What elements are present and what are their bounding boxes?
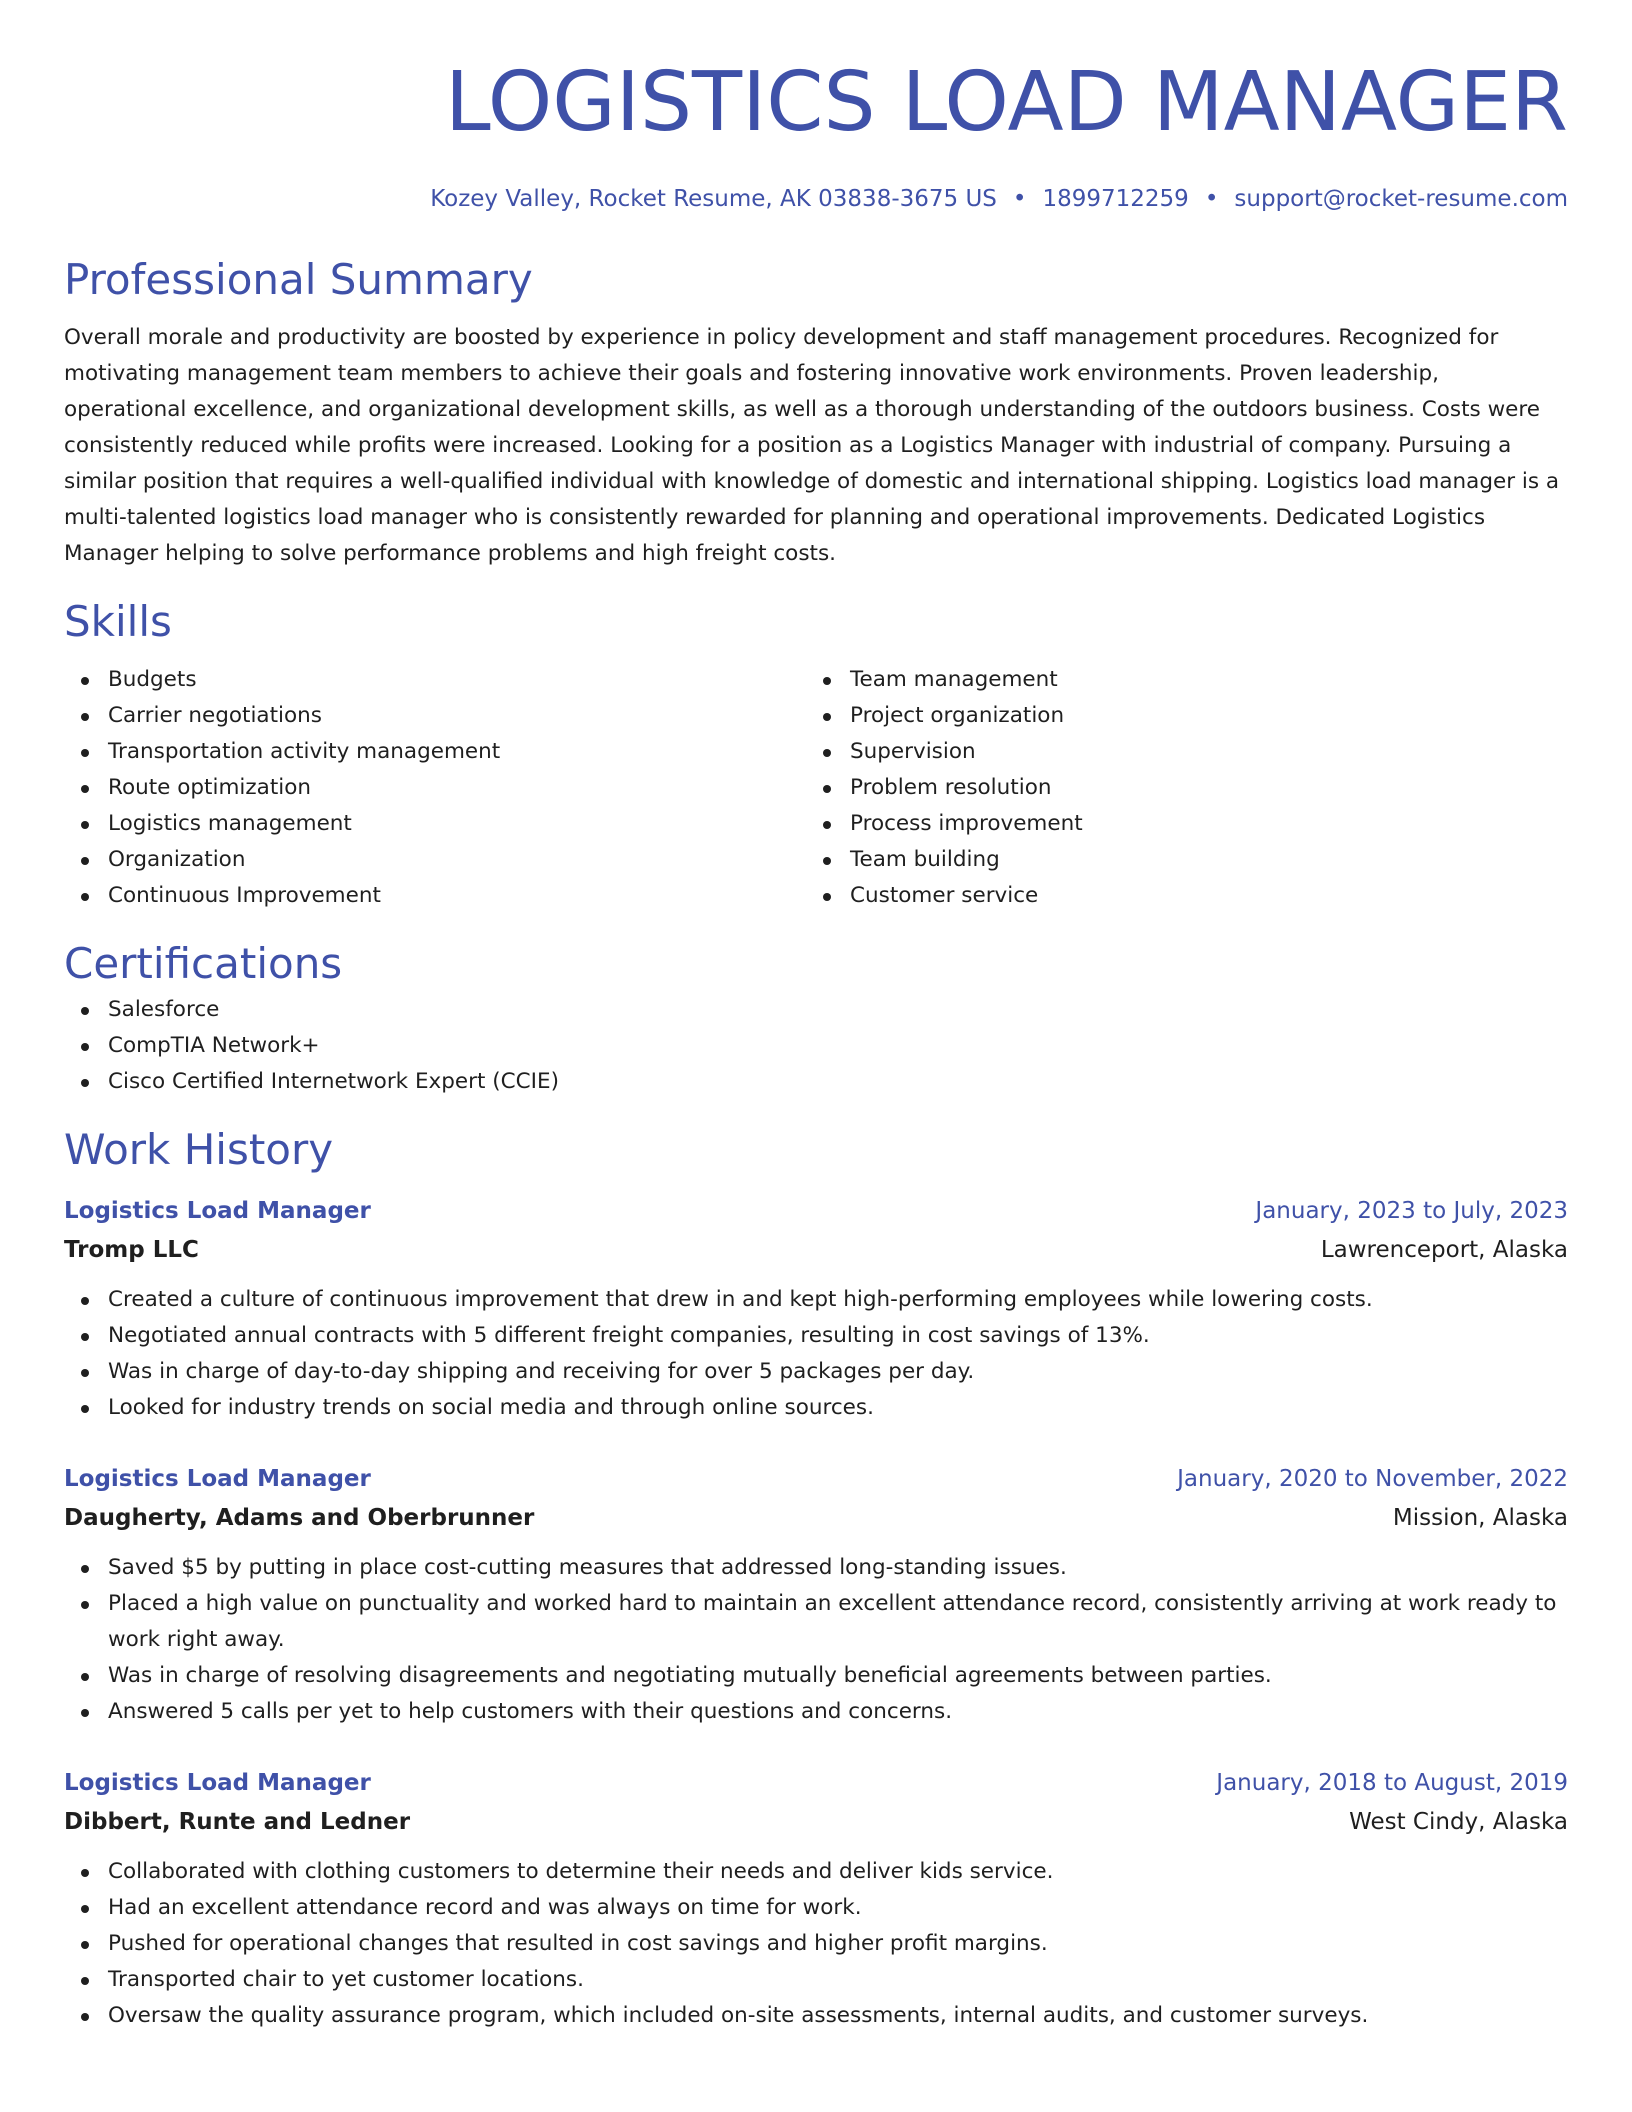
contact-address: Kozey Valley, Rocket Resume, AK 03838-3675 US — [430, 186, 997, 212]
job-title-row — [64, 1764, 1568, 1802]
job-company: Daugherty, Adams and Oberbrunner — [64, 1505, 535, 1531]
job-company: Dibbert, Runte and Ledner — [64, 1809, 411, 1835]
summary-heading: Professional Summary — [64, 255, 533, 304]
certification-item: Salesforce — [64, 992, 1568, 1028]
job-bullets — [64, 1282, 1568, 1426]
job-location: West Cindy, Alaska — [1349, 1809, 1568, 1835]
job-bullets — [64, 1550, 1568, 1730]
skill-item: Process improvement — [806, 806, 1548, 842]
certification-item: CompTIA Network+ — [64, 1028, 1568, 1064]
summary-text: Overall morale and productivity are boosted by experience in policy development and staff management procedures. Recognized for motivating management team members to achieve their goals and fostering innovative work environments. Proven leadership, operational excellence, and organizational development skills, as well as a thorough understanding of the outdoors business. Costs were consistently reduced while profits were increased. Looking for a position as a Logistics Manager with industrial of company. Pursuing a similar position that requires a well-qualified individual with knowledge of domestic and international shipping. Logistics load manager is a multi-talented logistics load manager who is consistently rewarded for planning and operational improvements. Dedicated Logistics Manager helping to solve performance problems and high freight costs. — [64, 325, 1560, 566]
skill-item: Team management — [806, 662, 1548, 698]
skill-item: Organization — [64, 842, 806, 878]
job-company-row — [64, 1498, 1568, 1538]
job-bullet: Placed a high value on punctuality and worked hard to maintain an excellent attendance record, consistently arriving at work ready to work right away. — [64, 1586, 1568, 1658]
skill-item: Team building — [806, 842, 1548, 878]
job-dates: January, 2020 to November, 2022 — [1177, 1466, 1568, 1492]
job-bullet: Was in charge of day-to-day shipping and receiving for over 5 packages per day. — [64, 1354, 1568, 1390]
skill-item: Carrier negotiations — [64, 698, 806, 734]
skill-item: Supervision — [806, 734, 1548, 770]
job-company-row — [64, 1230, 1568, 1270]
job-bullet: Negotiated annual contracts with 5 different freight companies, resulting in cost savings of 13%. — [64, 1318, 1568, 1354]
skills-heading: Skills — [64, 597, 172, 646]
job-title: Logistics Load Manager — [64, 1198, 371, 1224]
contact-line — [64, 184, 1568, 214]
job-dates: January, 2018 to August, 2019 — [1216, 1770, 1568, 1796]
job-title-row — [64, 1460, 1568, 1498]
skills-list-right — [806, 662, 1548, 914]
job-bullet: Looked for industry trends on social media and through online sources. — [64, 1390, 1568, 1426]
job-location: Mission, Alaska — [1392, 1505, 1568, 1531]
contact-email[interactable]: support@rocket-resume.com — [1234, 186, 1568, 212]
skill-item: Project organization — [806, 698, 1548, 734]
job-entry — [64, 1460, 1568, 1730]
job-bullet: Created a culture of continuous improvement that drew in and kept high-performing employees while lowering costs. — [64, 1282, 1568, 1318]
job-entry — [64, 1192, 1568, 1426]
certifications-list — [64, 992, 1568, 1100]
work-history-heading: Work History — [64, 1125, 334, 1174]
skills-columns — [64, 662, 1568, 914]
job-bullet: Oversaw the quality assurance program, which included on-site assessments, internal audits, and customer surveys. — [64, 1998, 1568, 2034]
contact-phone[interactable]: 1899712259 — [1042, 186, 1189, 212]
job-bullet: Saved $5 by putting in place cost-cutting measures that addressed long-standing issues. — [64, 1550, 1568, 1586]
certifications-heading: Certifications — [64, 939, 343, 988]
certification-item: Cisco Certified Internetwork Expert (CCIE) — [64, 1064, 1568, 1100]
job-entry — [64, 1764, 1568, 2034]
job-bullet: Transported chair to yet customer locations. — [64, 1962, 1568, 1998]
skill-item: Customer service — [806, 878, 1548, 914]
skill-item: Continuous Improvement — [64, 878, 806, 914]
job-company-row — [64, 1802, 1568, 1842]
contact-separator: • — [1012, 186, 1027, 212]
skill-item: Route optimization — [64, 770, 806, 806]
job-bullet: Pushed for operational changes that resulted in cost savings and higher profit margins. — [64, 1926, 1568, 1962]
skills-list-left — [64, 662, 806, 914]
skill-item: Problem resolution — [806, 770, 1548, 806]
job-title-row — [64, 1192, 1568, 1230]
skill-item: Logistics management — [64, 806, 806, 842]
skill-item: Transportation activity management — [64, 734, 806, 770]
skill-item: Budgets — [64, 662, 806, 698]
job-bullet: Had an excellent attendance record and was always on time for work. — [64, 1890, 1568, 1926]
contact-separator: • — [1204, 186, 1219, 212]
job-bullet: Was in charge of resolving disagreements and negotiating mutually beneficial agreements between parties. — [64, 1658, 1568, 1694]
job-company: Tromp LLC — [64, 1237, 199, 1263]
job-title: Logistics Load Manager — [64, 1770, 371, 1796]
job-bullet: Collaborated with clothing customers to determine their needs and deliver kids service. — [64, 1854, 1568, 1890]
job-location: Lawrenceport, Alaska — [1320, 1237, 1568, 1263]
job-title: Logistics Load Manager — [64, 1466, 371, 1492]
job-bullets — [64, 1854, 1568, 2034]
job-dates: January, 2023 to July, 2023 — [1255, 1198, 1568, 1224]
job-bullet: Answered 5 calls per yet to help customers with their questions and concerns. — [64, 1694, 1568, 1730]
candidate-name: LOGISTICS LOAD MANAGER — [444, 55, 1568, 150]
